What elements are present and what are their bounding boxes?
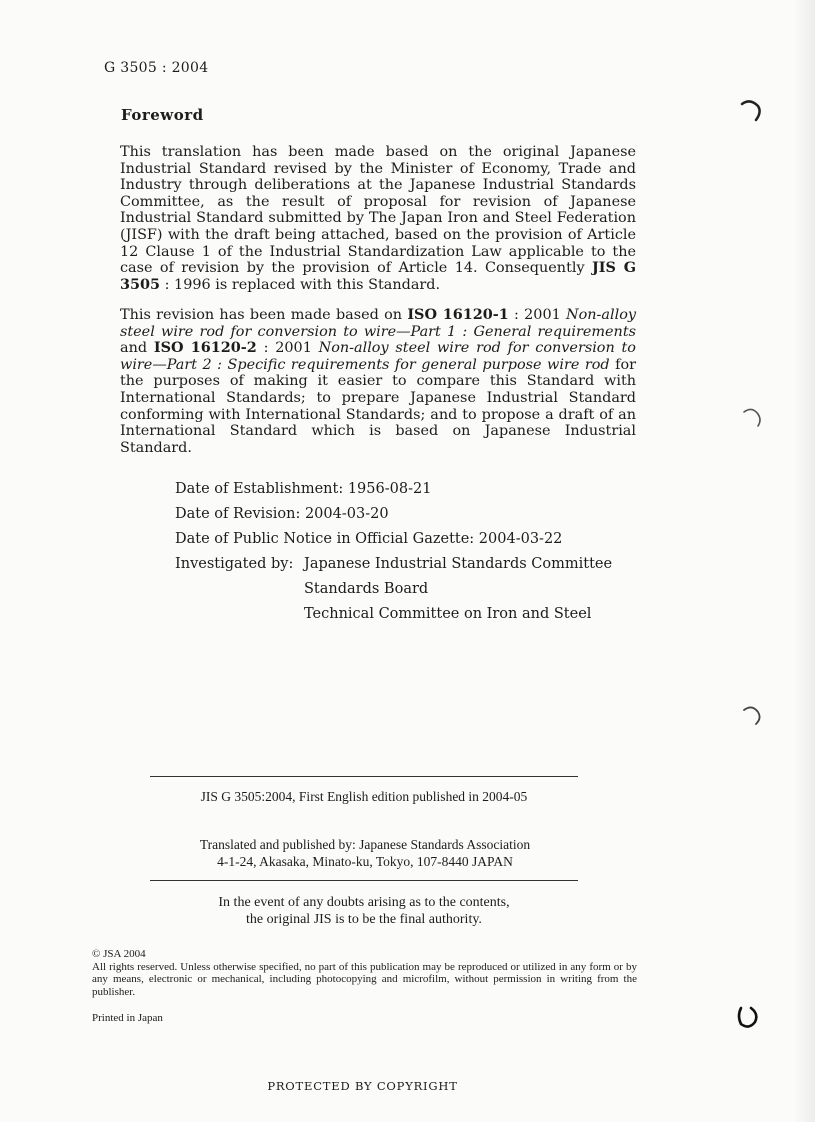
binder-hole-mark-icon [738, 98, 764, 124]
para2-reference-2-title: Non-alloy steel wire rod for conversion to wire—Part 2 : Specific requirements for general purpose wire rod [120, 340, 636, 373]
date-of-establishment: Date of Establishment: 1956-08-21 [175, 481, 432, 497]
para2-intro: This revision has been made based on [120, 307, 403, 323]
protected-by-copyright-footer: PROTECTED BY COPYRIGHT [267, 1079, 458, 1093]
para2-reference-1-title: Non-alloy steel wire rod for conversion to wire—Part 1 : General requirements [120, 307, 636, 340]
divider-bottom [150, 880, 578, 881]
foreword-heading: Foreword [121, 106, 204, 124]
investigated-by-label: Investigated by: [175, 556, 294, 572]
investigating-body: Technical Committee on Iron and Steel [304, 606, 592, 622]
investigating-body: Standards Board [304, 581, 429, 597]
foreword-paragraph-2 [120, 307, 636, 456]
binder-hole-mark-icon [740, 404, 766, 430]
para1-text: This translation has been made based on the original Japanese Industrial Standard revised by the Minister of Economy, Trade and Industry through deliberations at the Japanese Industrial Standards Committee, as the result of proposal for revision of Japanese Industrial Standard submitted by The Japan Iron and Steel Federation (JISF) with the draft being attached, based on the provision of Article 12 Clause 1 of the Industrial Standardization Law applicable to the case of revision by the provision of Article 14. Consequently [120, 144, 636, 277]
investigated-by-bodies [304, 552, 613, 622]
authority-notice-line: In the event of any doubts arising as to the contents, [218, 895, 510, 910]
publisher-block [140, 837, 590, 870]
binder-hole-mark-icon [740, 702, 766, 728]
date-of-public-notice: Date of Public Notice in Official Gazette: 2004-03-22 [175, 531, 563, 547]
para1-reference-tail: : 1996 is replaced with this Standard. [160, 276, 441, 293]
printed-in: Printed in Japan [92, 1012, 163, 1024]
authority-notice [150, 894, 578, 928]
publisher-address: 4-1-24, Akasaka, Minato-ku, Tokyo, 107-8440 JAPAN [217, 853, 513, 869]
edition-statement: JIS G 3505:2004, First English edition published in 2004-05 [200, 789, 528, 804]
document-code: G 3505 : 2004 [104, 60, 209, 76]
investigated-by [175, 552, 613, 622]
binder-hole-mark-icon [735, 1004, 761, 1030]
para2-reference-2: ISO 16120-2 [153, 339, 257, 357]
para2-reference-1: ISO 16120-1 [407, 306, 509, 323]
para2-reference-2-year: : 2001 [256, 340, 319, 357]
copyright-notice: © JSA 2004 [92, 948, 146, 960]
para1-reference: JIS G 3505 [120, 259, 636, 293]
authority-notice-line: the original JIS is to be the final authority. [246, 912, 482, 927]
foreword-paragraph-1 [120, 144, 636, 293]
page-edge-shadow [793, 0, 815, 1122]
para2-reference-1-year: : 2001 [508, 307, 567, 323]
rights-statement: All rights reserved. Unless otherwise specified, no part of this publication may be reproduced or utilized in any form or by any means, electronic or mechanical, including photocopying and microfilm, without permission in writing from the publisher. [92, 961, 637, 998]
para2-tail: for the purposes of making it easier to compare this Standard with International Standards; to prepare Japanese Industrial Standard conforming with International Standards; and to propose a draft of an International Standard which is based on Japanese Industrial Standard. [120, 356, 637, 456]
investigating-body: Japanese Industrial Standards Committee [304, 556, 613, 572]
dates-block [175, 477, 613, 622]
divider-top [150, 776, 578, 777]
para2-and: and [120, 340, 148, 357]
publisher-line: Translated and published by: Japanese Standards Association [199, 837, 531, 852]
date-of-revision: Date of Revision: 2004-03-20 [175, 506, 389, 522]
